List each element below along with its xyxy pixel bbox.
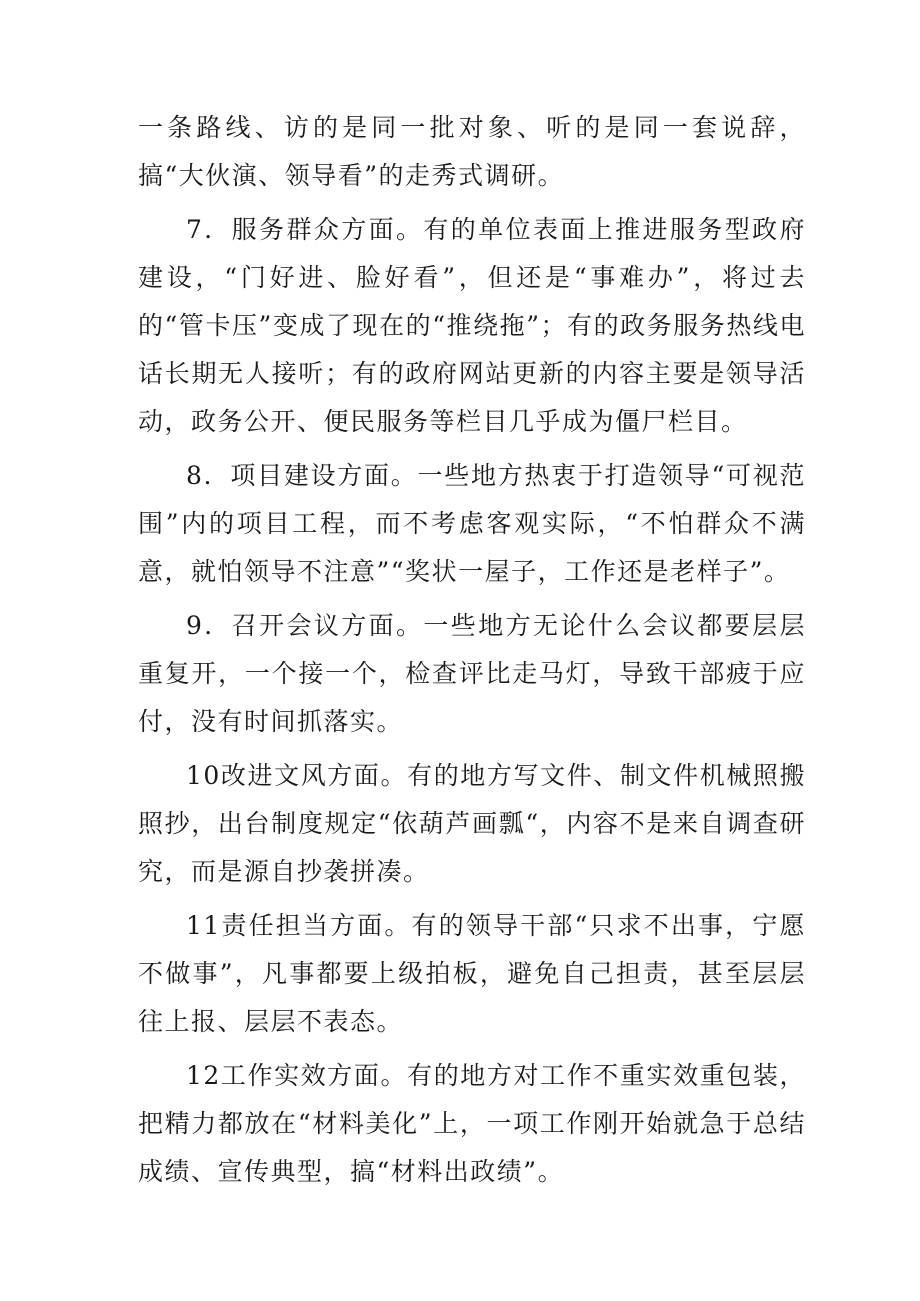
document-body	[138, 104, 806, 1202]
paragraph-item-12: 12工作实效方面。有的地方对工作不重实效重包装，把精力都放在“材料美化”上，一项工作刚开始就急于总结成绩、宣传典型，搞“材料出政绩”。	[138, 1061, 806, 1186]
paragraph-continuation: 一条路线、访的是同一批对象、听的是同一套说辞，搞“大伙演、领导看”的走秀式调研。	[138, 113, 806, 190]
paragraph-item-11: 11责任担当方面。有的领导干部“只求不出事，宁愿不做事”，凡事都要上级拍板，避免自己担责，甚至层层往上报、层层不表态。	[138, 911, 806, 1036]
paragraph-item-9: 9．召开会议方面。一些地方无论什么会议都要层层重复开，一个接一个，检查评比走马灯，导致干部疲于应付，没有时间抓落实。	[138, 611, 806, 736]
paragraph-item-10: 10改进文风方面。有的地方写文件、制文件机械照搬照抄，出台制度规定“依葫芦画瓢“，内容不是来自调查研究，而是源自抄袭拼凑。	[138, 761, 806, 886]
paragraph-item-7: 7．服务群众方面。有的单位表面上推进服务型政府建设，“门好进、脸好看”，但还是“事难办”，将过去的“管卡压”变成了现在的“推绕拖”；有的政务服务热线电话长期无人接听；有的政府网站更新的内容主要是领导活动，政务公开、便民服务等栏目几乎成为僵尸栏目。	[138, 215, 806, 436]
paragraph-item-8: 8．项目建设方面。一些地方热衷于打造领导“可视范围”内的项目工程，而不考虑客观实际，“不怕群众不满意，就怕领导不注意”“奖状一屋子，工作还是老样子”。	[138, 461, 806, 586]
